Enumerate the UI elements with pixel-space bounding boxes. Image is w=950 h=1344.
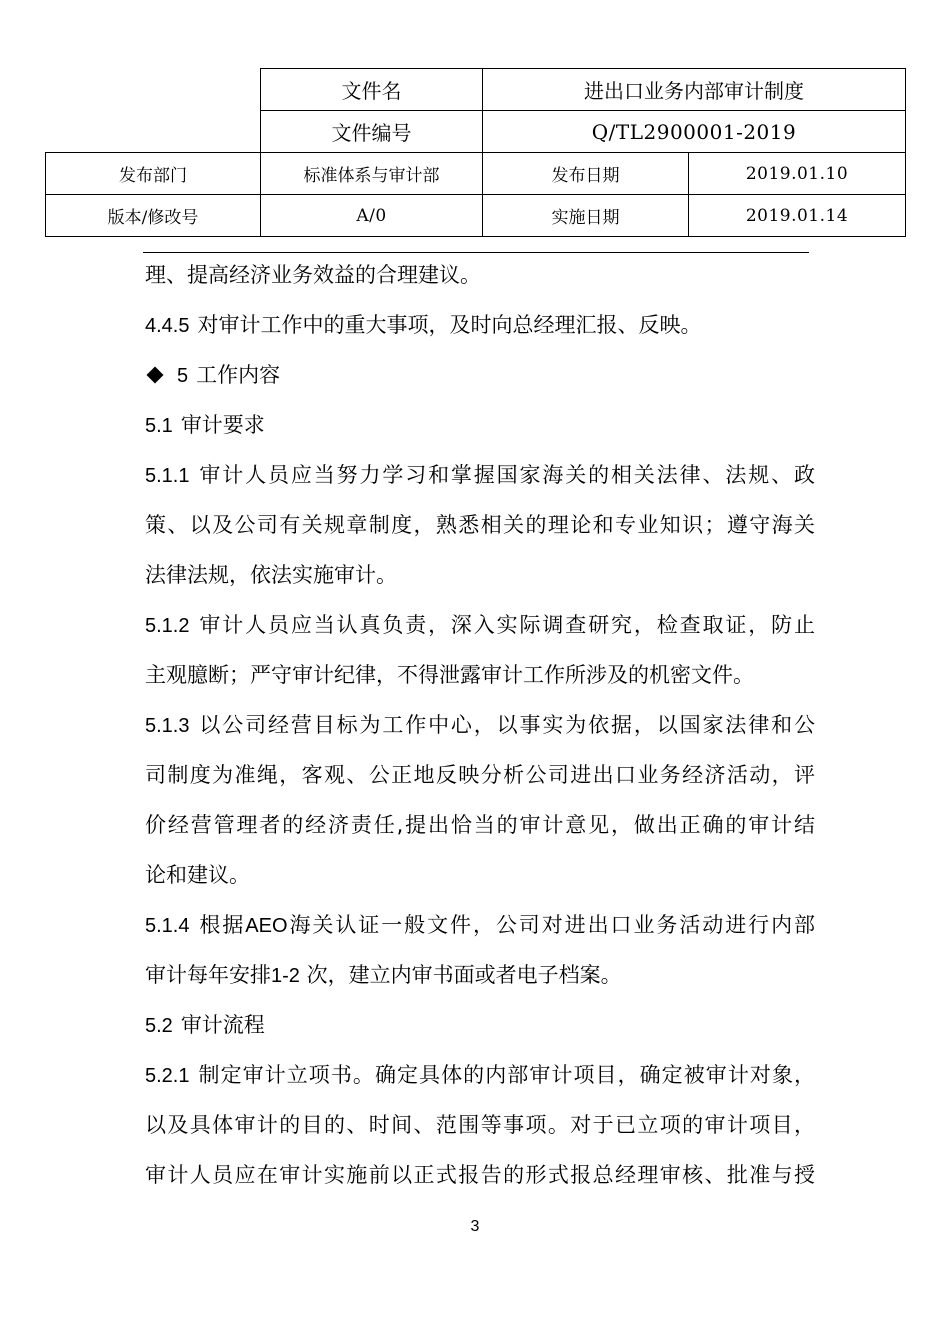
paragraph-5-1-2-line-2: 主观臆断；严守审计纪律，不得泄露审计工作所涉及的机密文件。: [145, 663, 754, 687]
document-header-bottom: [45, 152, 906, 237]
paragraph-5-1-1-line-1: [145, 450, 815, 500]
frequency-range: 1-2: [271, 965, 300, 987]
section-number: 5: [177, 365, 189, 387]
section-5-1-heading: [145, 400, 815, 450]
paragraph-number: 5.1.1: [145, 465, 190, 487]
paragraph-5-1-3-line-3: 价经营管理者的经济责任,提出恰当的审计意见，做出正确的审计结: [145, 813, 815, 837]
body-line: 理、提高经济业务效益的合理建议。: [145, 263, 481, 287]
paragraph-5-1-2-line-1: [145, 600, 815, 650]
aeo-term: AEO: [245, 915, 288, 937]
paragraph-text: 审计人员应当努力学习和掌握国家海关的相关法律、法规、政: [197, 463, 815, 487]
release-date-label: 发布日期: [483, 153, 689, 195]
diamond-bullet-icon: [147, 367, 164, 384]
paragraph-number: 4.4.5: [145, 315, 190, 337]
department-label: 发布部门: [46, 153, 261, 195]
paragraph-text: 根据: [197, 913, 246, 937]
paragraph-text: 以公司经营目标为工作中心，以事实为依据，以国家法律和公: [197, 713, 815, 737]
paragraph-5-1-4-line-1: [145, 900, 815, 950]
document-header-top: [260, 68, 906, 153]
header-row-version: [46, 195, 906, 237]
section-title: 审计流程: [180, 1013, 265, 1037]
section-5-2-heading: [145, 1000, 815, 1050]
section-number: 5.2: [145, 1015, 173, 1037]
paragraph-5-2-1-line-3: 审计人员应在审计实施前以正式报告的形式报总经理审核、批准与授: [145, 1163, 815, 1187]
paragraph-text: 制定审计立项书。确定具体的内部审计项目，确定被审计对象，: [197, 1063, 815, 1087]
header-row-release: [46, 153, 906, 195]
paragraph-text: 对审计工作中的重大事项，及时向总经理汇报、反映。: [197, 313, 702, 337]
file-name-value: 进出口业务内部审计制度: [483, 69, 906, 111]
document-body: [145, 250, 815, 1200]
version-value: A/0: [261, 195, 483, 237]
section-number: 5.1: [145, 415, 173, 437]
paragraph-5-2-1-line-1: [145, 1050, 815, 1100]
version-label: 版本/修改号: [46, 195, 261, 237]
paragraph-number: 5.1.4: [145, 915, 190, 937]
file-name-label: 文件名: [261, 69, 483, 111]
paragraph-5-1-3-line-2: 司制度为准绳，客观、公正地反映分析公司进出口业务经济活动，评: [145, 763, 815, 787]
section-5-heading: [145, 350, 815, 400]
paragraph-number: 5.2.1: [145, 1065, 190, 1087]
release-date-value: 2019.01.10: [689, 153, 906, 195]
paragraph-text: 次，建立内审书面或者电子档案。: [299, 963, 622, 987]
section-title: 审计要求: [180, 413, 265, 437]
paragraph-number: 5.1.2: [145, 615, 190, 637]
paragraph-5-1-4-line-2: [145, 950, 815, 1000]
paragraph-5-1-3-line-4: 论和建议。: [145, 863, 250, 887]
file-number-value: Q/TL2900001-2019: [483, 111, 906, 153]
header-row-file-name: [261, 69, 906, 111]
section-title: 工作内容: [196, 363, 281, 387]
paragraph-5-1-1-line-2: 策、以及公司有关规章制度，熟悉相关的理论和专业知识；遵守海关: [145, 513, 815, 537]
paragraph-5-1-3-line-1: [145, 700, 815, 750]
effective-date-label: 实施日期: [483, 195, 689, 237]
page-number: 3: [470, 1218, 480, 1235]
department-value: 标准体系与审计部: [261, 153, 483, 195]
effective-date-value: 2019.01.14: [689, 195, 906, 237]
paragraph-text: 海关认证一般文件，公司对进出口业务活动进行内部: [287, 913, 816, 937]
paragraph-4-4-5: [145, 300, 815, 350]
paragraph-5-2-1-line-2: 以及具体审计的目的、时间、范围等事项。对于已立项的审计项目，: [145, 1113, 815, 1137]
paragraph-text: 审计每年安排: [145, 963, 271, 987]
paragraph-number: 5.1.3: [145, 715, 190, 737]
paragraph-text: 审计人员应当认真负责，深入实际调查研究，检查取证，防止: [197, 613, 815, 637]
file-number-label: 文件编号: [261, 111, 483, 153]
paragraph-5-1-1-line-3: 法律法规，依法实施审计。: [145, 563, 397, 587]
header-row-file-number: [261, 111, 906, 153]
